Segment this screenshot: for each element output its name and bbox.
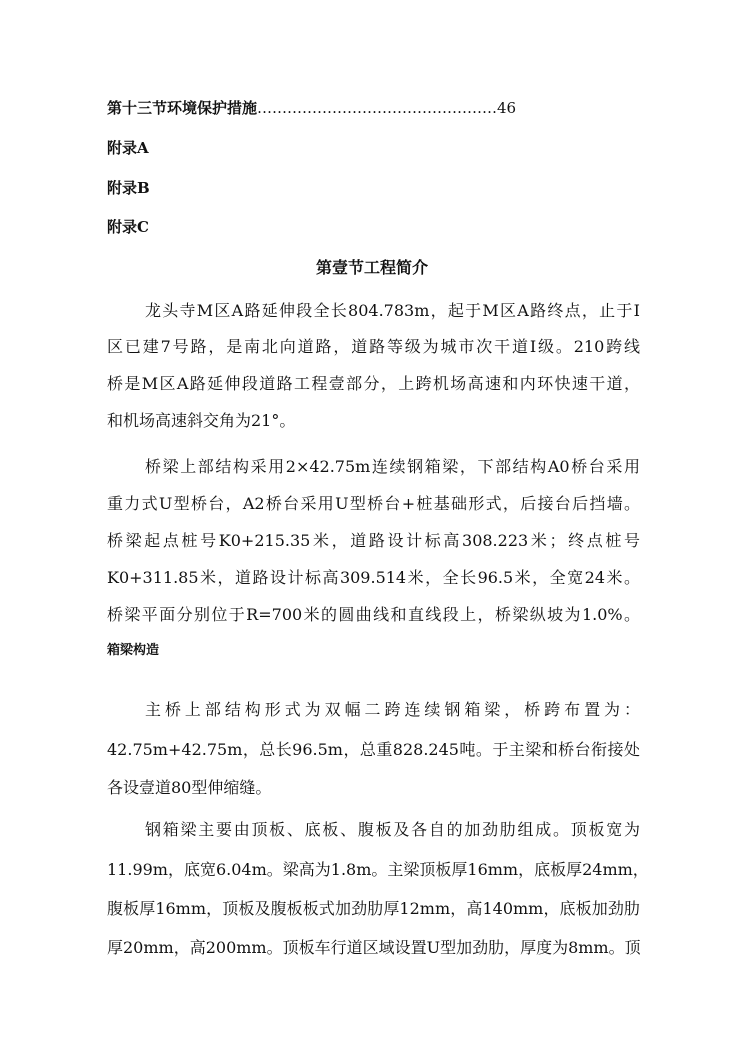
toc-entry[interactable]: 附录B — [107, 179, 150, 197]
text-line: 桥是M区A路延伸段道路工程壹部分，上跨机场高速和内环快速干道， — [107, 374, 640, 393]
text-line: 和机场高速斜交角为21°。 — [107, 411, 296, 430]
toc-page: 46 — [497, 99, 517, 117]
text-line: 钢箱梁主要由顶板、底板、腹板及各自的加劲肋组成。顶板宽为 — [145, 820, 640, 839]
text-line: 11.99m，底宽6.04m。梁高为1.8m。主梁顶板厚16mm，底板厚24mm， — [107, 860, 649, 879]
text-line: 42.75m+42.75m，总长96.5m，总重828.245吨。于主梁和桥台衔接处 — [107, 740, 640, 759]
subheading: 箱梁构造 — [107, 643, 160, 658]
text-line: 桥梁起点桩号K0+215.35米，道路设计标高308.223米；终点桩号 — [107, 531, 640, 550]
text-line: 桥梁上部结构采用2×42.75m连续钢箱梁，下部结构A0桥台采用 — [145, 457, 640, 476]
toc-entry[interactable]: 附录C — [107, 218, 149, 236]
text-line: 龙头寺M区A路延伸段全长804.783m，起于M区A路终点，止于I — [145, 301, 640, 320]
text-line: 腹板厚16mm，顶板及腹板板式加劲肋厚12mm，高140mm，底板加劲肋 — [107, 899, 640, 918]
text-line: 区已建7号路，是南北向道路，道路等级为城市次干道I级。210跨线 — [107, 337, 640, 356]
text-line: 桥梁平面分别位于R=700米的圆曲线和直线段上，桥梁纵坡为1.0%。 — [107, 605, 640, 624]
toc-entry[interactable] — [107, 98, 516, 118]
section-title: 第壹节工程简介 — [315, 258, 428, 277]
text-line: 主桥上部结构形式为双幅二跨连续钢箱梁，桥跨布置为： — [145, 700, 640, 719]
toc-leader: ………………………………………… — [257, 99, 498, 117]
text-line: 厚20mm，高200mm。顶板车行道区域设置U型加劲肋，厚度为8mm。顶 — [107, 938, 641, 957]
toc-label: 第十三节环境保护措施 — [107, 99, 258, 117]
text-line: 各设壹道80型伸缩缝。 — [107, 778, 272, 797]
toc-entry[interactable]: 附录A — [107, 139, 149, 157]
text-line: K0+311.85米，道路设计标高309.514米，全长96.5米，全宽24米。 — [107, 568, 640, 587]
text-line: 重力式U型桥台，A2桥台采用U型桥台+桩基础形式，后接台后挡墙。 — [107, 494, 640, 513]
